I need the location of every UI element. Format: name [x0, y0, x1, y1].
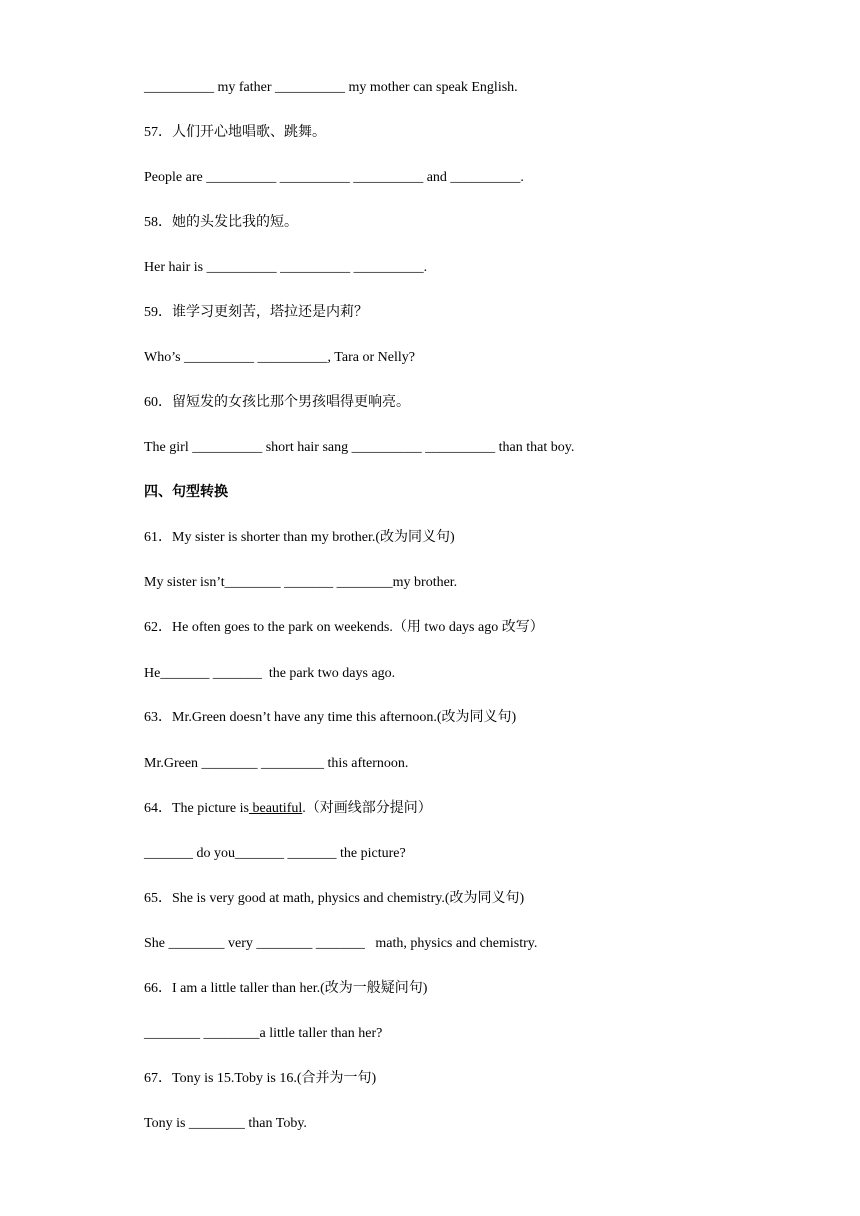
q57-prompt: 57．人们开心地唱歌、跳舞。: [144, 125, 326, 140]
q60-prompt: 60．留短发的女孩比那个男孩唱得更响亮。: [144, 395, 410, 410]
q56-answer-line: __________ my father __________ my mother can speak English.: [144, 80, 518, 95]
q63-prompt: 63．Mr.Green doesn’t have any time this afternoon.(改为同义句): [144, 710, 517, 725]
q65-prompt: 65．She is very good at math, physics and chemistry.(改为同义句): [144, 891, 525, 906]
q64-prompt-start: 64．The picture is: [144, 801, 249, 816]
q66-prompt: 66．I am a little taller than her.(改为一般疑问句): [144, 981, 428, 996]
q59-answer-line: Who’s __________ __________, Tara or Nelly?: [144, 350, 415, 365]
q63-answer-line: Mr.Green ________ _________ this afternoon.: [144, 756, 409, 771]
q61-answer-line: My sister isn’t________ _______ ________my brother.: [144, 575, 458, 590]
q64-answer-line: _______ do you_______ _______ the picture?: [144, 846, 406, 861]
q60-answer-line: The girl __________ short hair sang __________ __________ than that boy.: [144, 440, 575, 455]
q58-answer-line: Her hair is __________ __________ __________.: [144, 260, 428, 275]
section-heading: 四、句型转换: [144, 485, 228, 500]
q64-prompt-end: .（对画线部分提问）: [302, 801, 432, 816]
q59-prompt: 59．谁学习更刻苦，塔拉还是内莉？: [144, 305, 368, 320]
q58-prompt: 58．她的头发比我的短。: [144, 215, 298, 230]
q64-prompt: [144, 799, 432, 819]
q67-answer-line: Tony is ________ than Toby.: [144, 1116, 307, 1131]
q61-prompt: 61．My sister is shorter than my brother.(改为同义句): [144, 530, 455, 545]
q62-answer-line: He_______ _______ the park two days ago.: [144, 666, 396, 681]
q65-answer-line: She ________ very ________ _______ math, physics and chemistry.: [144, 936, 538, 951]
q62-prompt: 62．He often goes to the park on weekends.（用 two days ago 改写）: [144, 620, 544, 635]
q67-prompt: 67．Tony is 15.Toby is 16.(合并为一句): [144, 1071, 377, 1086]
q66-answer-line: ________ ________a little taller than her?: [144, 1026, 383, 1041]
q57-answer-line: People are __________ __________ __________ and __________.: [144, 170, 524, 185]
q64-underlined-word: beautiful: [248, 801, 303, 816]
